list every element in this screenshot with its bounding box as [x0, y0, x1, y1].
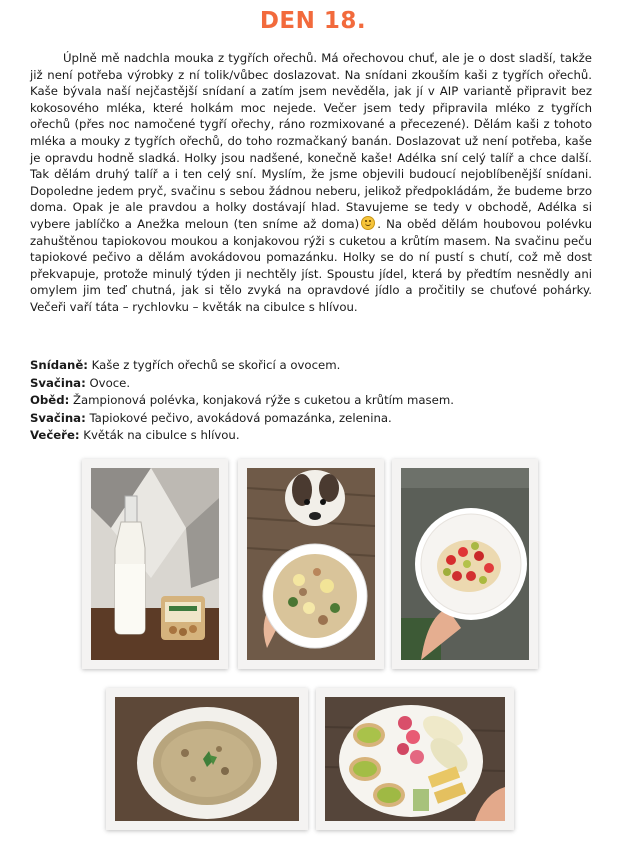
photo-dog-and-lunch-bowl [238, 459, 384, 669]
story-paragraph [30, 50, 592, 316]
photo-content [247, 468, 375, 660]
photo-mushroom-soup [106, 688, 308, 830]
milk-bottle-image [91, 468, 219, 660]
snack-plate-image [325, 697, 505, 821]
story-text-part-1: Úplně mě nadchla mouka z tygřích ořechů. Má ořechovou chuť, ale je o dost sladší, takže již není potřeba výrobky z ní tolik/vůbec doslazovat. Na snídani zkouším kaši z tygřích ořechů. Kaše bývala naší nejčastější snídaní a zatím jsem nevěděla, jak jí v AIP variantě připravit bez kokosového mléka, které holkám moc nejede. Večer jsem tedy připravila mléko z tygřích ořechů (přes noc namočené tygří ořechy, ráno rozmixované a přecezené). Dělám kaši z tohoto mléka a mouky z tygřích ořechů, do toho rozmačkaný banán. Doslazovat už není potřeba, kaše je opravdu hodně sladká. Holky jsou nadšené, konečně kaše! Adélka sní celý talíř a chce další. Tak dělám druhý talíř a i ten celý sní. Myslím, že jsme objevili budoucí nejoblíbenější snídani. Dopoledne jedem pryč, svačinu s sebou žádnou neberu, jelikož předpokládám, že budeme brzo doma. Opak je ale pravdou a holky dostávají hlad. Stavujeme se tedy v obchodě, Adélka si vybere jablíčko a Anežka meloun (ten sníme až doma) [30, 51, 592, 231]
daily-menu [30, 357, 590, 445]
menu-text: Tapiokové pečivo, avokádová pomazánka, zelenina. [85, 410, 392, 425]
menu-row-dinner [30, 427, 590, 445]
menu-row-snack-1 [30, 375, 590, 393]
menu-label: Večeře: [30, 428, 80, 442]
menu-row-breakfast [30, 357, 590, 375]
porridge-image [401, 468, 529, 660]
menu-text: Kaše z tygřích ořechů se skořicí a ovocem. [87, 358, 341, 372]
soup-image [115, 697, 299, 821]
page-title: DEN 18. [259, 8, 367, 34]
photo-tiger-nut-milk [82, 459, 228, 669]
menu-label: Snídaně: [30, 358, 88, 372]
photo-avocado-snack-plate [316, 688, 514, 830]
menu-row-lunch [30, 392, 590, 410]
photo-porridge-with-fruit [392, 459, 538, 669]
smiley-face-icon [361, 216, 375, 230]
menu-label: Svačina: [30, 375, 86, 390]
menu-text: Žampionová polévka, konjaková rýže s cuketou a krůtím masem. [69, 393, 454, 407]
menu-label: Oběd: [30, 393, 70, 407]
lunch-bowl-image [247, 468, 375, 660]
menu-text: Ovoce. [85, 375, 131, 390]
photo-content [91, 468, 219, 660]
menu-text: Květák na cibulce s hlívou. [79, 428, 240, 442]
photo-content [325, 697, 505, 821]
story-text-part-2: . Na oběd dělám houbovou polévku zahuštěnou tapiokovou moukou a konjakovou rýži s cuketou a krůtím masem. Na svačinu peču tapiokové pečivo a dělám avokádovou pomazánku. Holky se do ní pustí s chutí, což mě dost překvapuje, protože minulý týden ji nechtěly jíst. Spoustu jídel, která by předtím nesnědly ani omylem jim teď chutná, jak si tělo zvyká na opravdové jídlo a pročitily se chuťové pohárky. Večeři vaří táta – rychlovku – květák na cibulce s hlívou. [30, 216, 592, 314]
menu-row-snack-2 [30, 410, 590, 428]
photo-content [401, 468, 529, 660]
photo-content [115, 697, 299, 821]
menu-label: Svačina: [30, 410, 86, 425]
